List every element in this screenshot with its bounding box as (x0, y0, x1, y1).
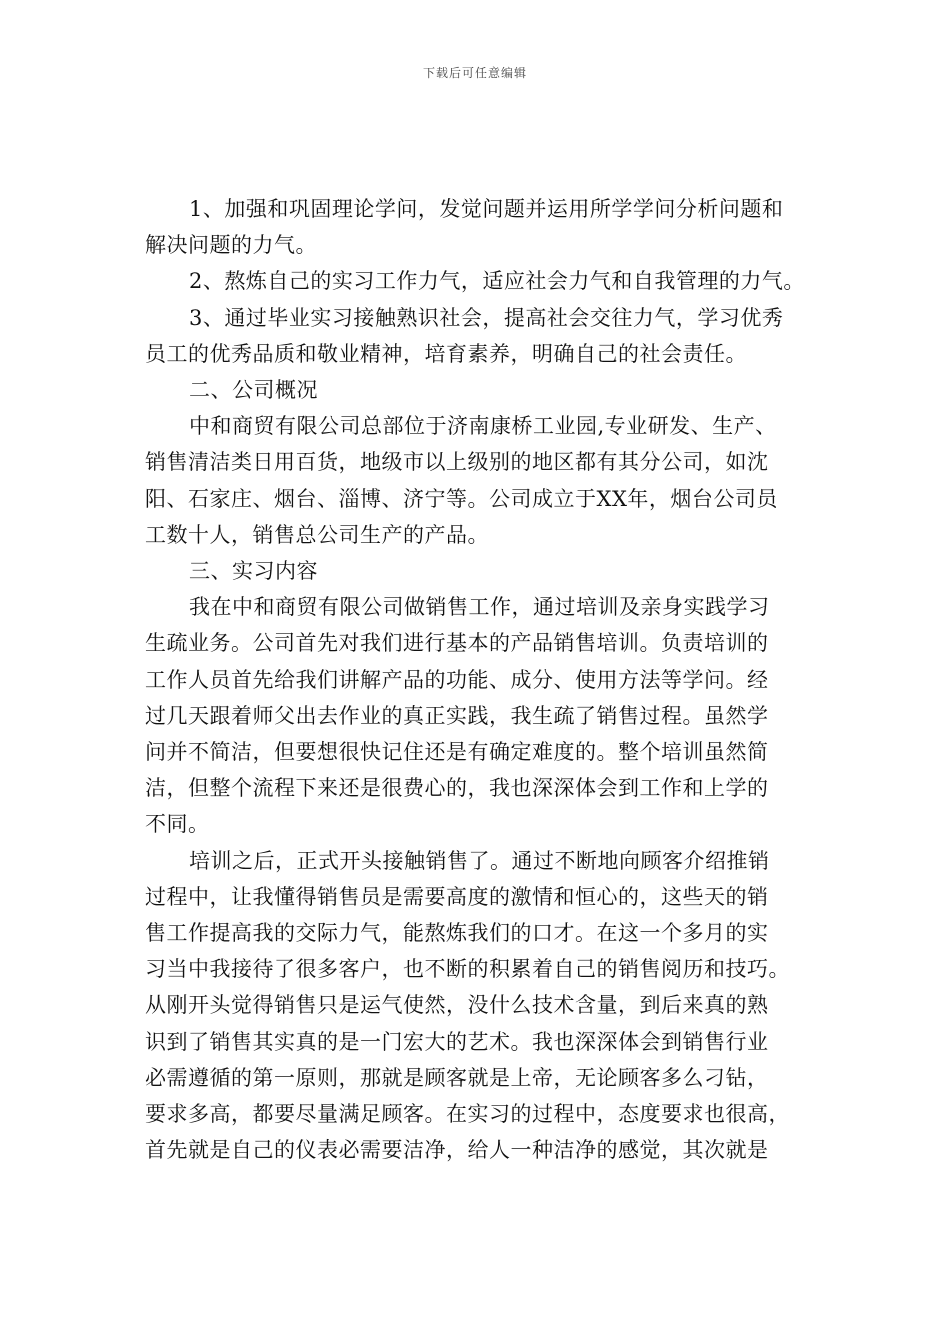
text-line: 问并不简洁，但要想很快记住还是有确定难度的。整个培训虽然简 (145, 740, 769, 765)
text-line: 三、实习内容 (189, 559, 318, 584)
text-line: 中和商贸有限公司总部位于济南康桥工业园,专业研发、生产、 (189, 414, 777, 439)
text-line: 生疏业务。公司首先对我们进行基本的产品销售培训。负责培训的 (145, 631, 769, 656)
text-line: 过几天跟着师父出去作业的真正实践，我生疏了销售过程。虽然学 (145, 703, 769, 728)
text-line: 不同。 (145, 812, 210, 837)
text-line: 阳、石家庄、烟台、淄博、济宁等。公司成立于XX年，烟台公司员 (145, 486, 778, 511)
text-line: 我在中和商贸有限公司做销售工作，通过培训及亲身实践学习 (189, 595, 770, 620)
text-line: 培训之后，正式开头接触销售了。通过不断地向顾客介绍推销 (189, 848, 770, 873)
text-line: 工数十人，销售总公司生产的产品。 (145, 522, 489, 547)
text-line: 要求多高，都要尽量满足顾客。在实习的过程中，态度要求也很高， (145, 1102, 790, 1127)
text-line: 首先就是自己的仪表必需要洁净，给人一种洁净的感觉，其次就是 (145, 1138, 769, 1163)
text-line: 员工的优秀品质和敬业精神，培育素养，明确自己的社会责任。 (145, 341, 747, 366)
text-line: 工作人员首先给我们讲解产品的功能、成分、使用方法等学问。经 (145, 667, 769, 692)
text-line: 必需遵循的第一原则，那就是顾客就是上帝，无论顾客多么刁钻， (145, 1065, 769, 1090)
text-line: 洁，但整个流程下来还是很费心的，我也深深体会到工作和上学的 (145, 776, 769, 801)
text-line: 3、通过毕业实习接触熟识社会，提高社会交往力气，学习优秀 (189, 305, 784, 330)
text-line: 二、公司概况 (189, 378, 318, 403)
document-body (145, 191, 813, 1168)
text-line: 售工作提高我的交际力气，能熬炼我们的口才。在这一个多月的实 (145, 921, 769, 946)
text-line: 1、加强和巩固理论学问，发觉问题并运用所学学问分析问题和 (189, 197, 784, 221)
text-line: 过程中，让我懂得销售员是需要高度的激情和恒心的，这些天的销 (145, 884, 769, 909)
text-line: 2、熬炼自己的实习工作力气，适应社会力气和自我管理的力气。 (189, 269, 805, 294)
text-line: 习当中我接待了很多客户，也不断的积累着自己的销售阅历和技巧。 (145, 957, 790, 982)
text-line: 识到了销售其实真的是一门宏大的艺术。我也深深体会到销售行业 (145, 1029, 769, 1054)
text-line: 销售清洁类日用百货，地级市以上级别的地区都有其分公司，如沈 (145, 450, 769, 475)
text-line: 解决问题的力气。 (145, 233, 317, 258)
page-header: 下载后可任意编辑 (422, 66, 527, 80)
text-line: 从刚开头觉得销售只是运气使然，没什么技术含量，到后来真的熟 (145, 993, 769, 1018)
